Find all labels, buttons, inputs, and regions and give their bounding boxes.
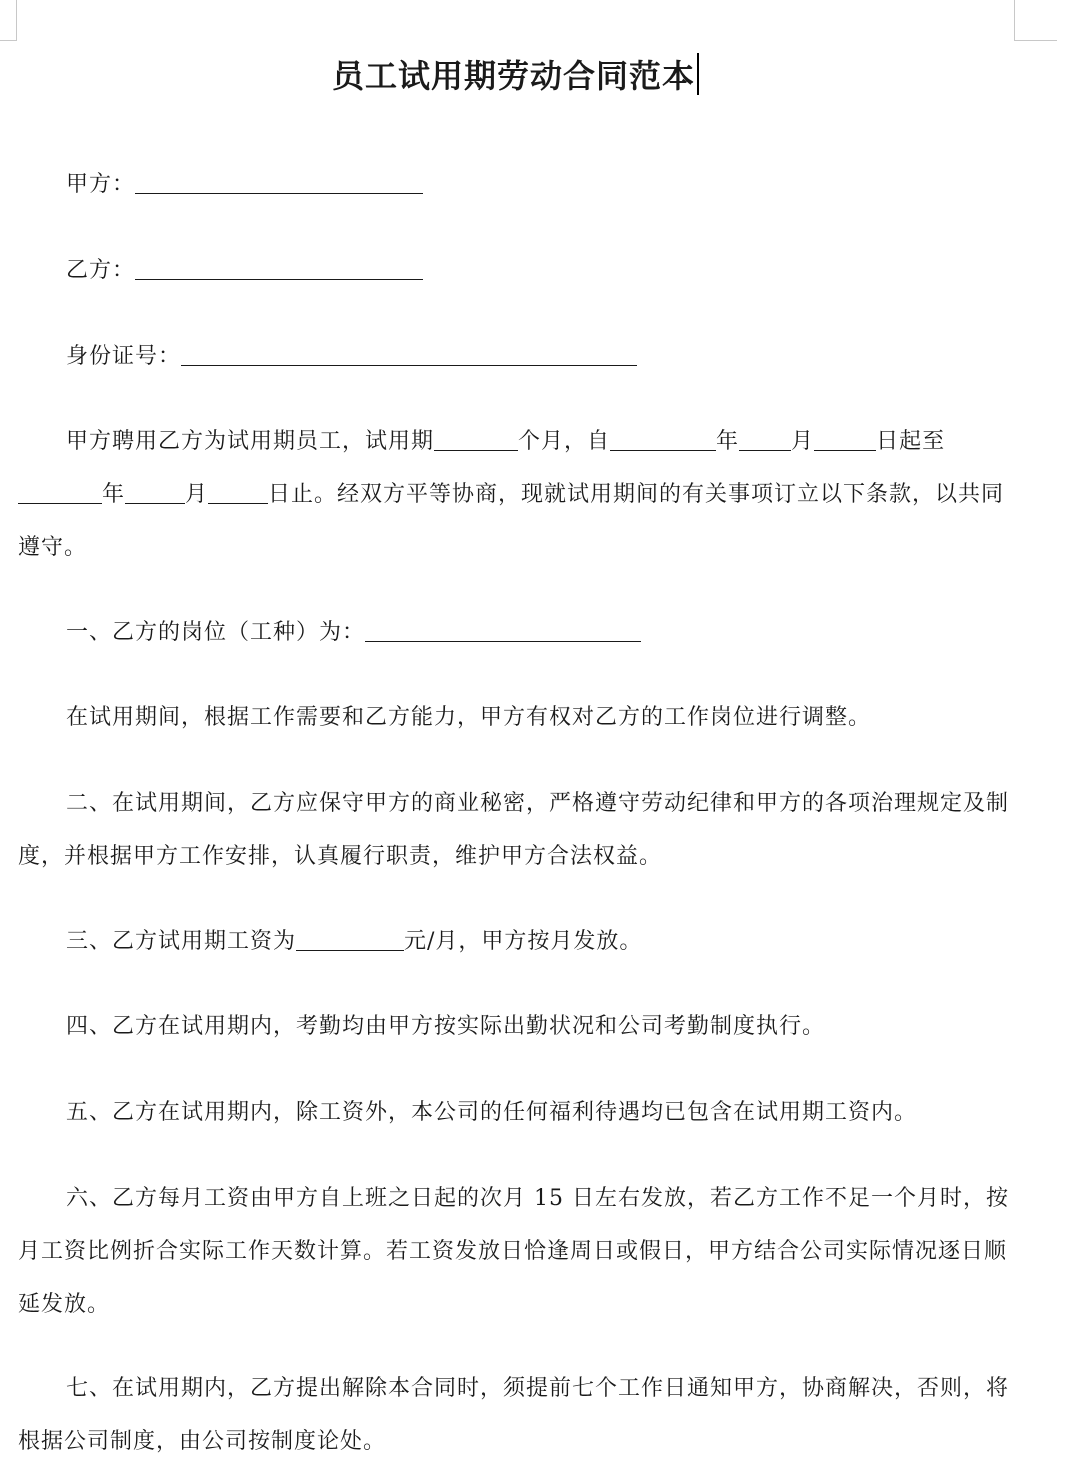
clause-3-text-a: 三、乙方试用期工资为 (66, 929, 297, 954)
page-corner-mark-left (0, 0, 17, 41)
clause-4: 四、乙方在试用期内，考勤均由甲方按实际出勤状况和公司考勤制度执行。 (66, 1014, 826, 1039)
probation-months-blank[interactable] (434, 430, 518, 451)
title-text: 员工试用期劳动合同范本 (331, 57, 695, 95)
party-b-blank[interactable] (135, 259, 423, 280)
clause-2: 二、在试用期间，乙方应保守甲方的商业秘密，严格遵守劳动纪律和甲方的各项治理规定及制度，并根据甲方工作安排，认真履行职责，维护甲方合法权益。 (18, 791, 1010, 869)
party-b-label: 乙方： (66, 258, 136, 283)
end-day-blank[interactable] (208, 483, 268, 504)
clause-7: 七、在试用期内，乙方提出解除本合同时，须提前七个工作日通知甲方，协商解决，否则，将根据公司制度，由公司按制度论处。 (18, 1376, 1010, 1454)
intro-text-5: 日起至 (876, 429, 946, 454)
intro-text-6: 年 (102, 482, 126, 507)
id-number-blank[interactable] (181, 345, 637, 366)
intro-text-8: 日止。经双方平等协商，现就试用期间的有关事项订立以下条款，以共同遵守。 (18, 482, 1005, 560)
id-number-line (66, 330, 1066, 383)
party-a-label: 甲方： (66, 172, 136, 197)
party-a-blank[interactable] (135, 173, 423, 194)
clause-3-line (66, 915, 1066, 968)
clause-6: 六、乙方每月工资由甲方自上班之日起的次月 15 日左右发放，若乙方工作不足一个月时，按月工资比例折合实际工作天数计算。若工资发放日恰逢周日或假日，甲方结合公司实际情况逐日顺延发放。 (18, 1186, 1009, 1317)
party-a-line (66, 158, 1066, 211)
intro-text-2: 个月，自 (518, 429, 611, 454)
intro-text-7: 月 (185, 482, 209, 507)
clause-1-note: 在试用期间，根据工作需要和乙方能力，甲方有权对乙方的工作岗位进行调整。 (66, 705, 872, 730)
start-month-blank[interactable] (739, 430, 791, 451)
end-year-blank[interactable] (18, 483, 102, 504)
document-title[interactable] (0, 52, 1031, 100)
start-day-blank[interactable] (814, 430, 876, 451)
salary-blank[interactable] (296, 930, 404, 951)
clause-3-text-b: 元/月，甲方按月发放。 (404, 929, 643, 954)
id-number-label: 身份证号： (66, 344, 182, 369)
intro-text-1: 甲方聘用乙方为试用期员工，试用期 (66, 429, 435, 454)
clause-5: 五、乙方在试用期内，除工资外，本公司的任何福利待遇均已包含在试用期工资内。 (66, 1100, 918, 1125)
page-corner-mark-right (1014, 0, 1057, 41)
position-blank[interactable] (365, 621, 641, 642)
intro-text-3: 年 (716, 429, 740, 454)
clause-1-label: 一、乙方的岗位（工种）为： (66, 620, 366, 645)
intro-text-4: 月 (791, 429, 815, 454)
end-month-blank[interactable] (125, 483, 185, 504)
clause-1-line (66, 606, 1066, 659)
text-cursor (697, 53, 699, 95)
intro-paragraph (18, 415, 1018, 574)
start-year-blank[interactable] (610, 430, 716, 451)
party-b-line (66, 244, 1066, 297)
